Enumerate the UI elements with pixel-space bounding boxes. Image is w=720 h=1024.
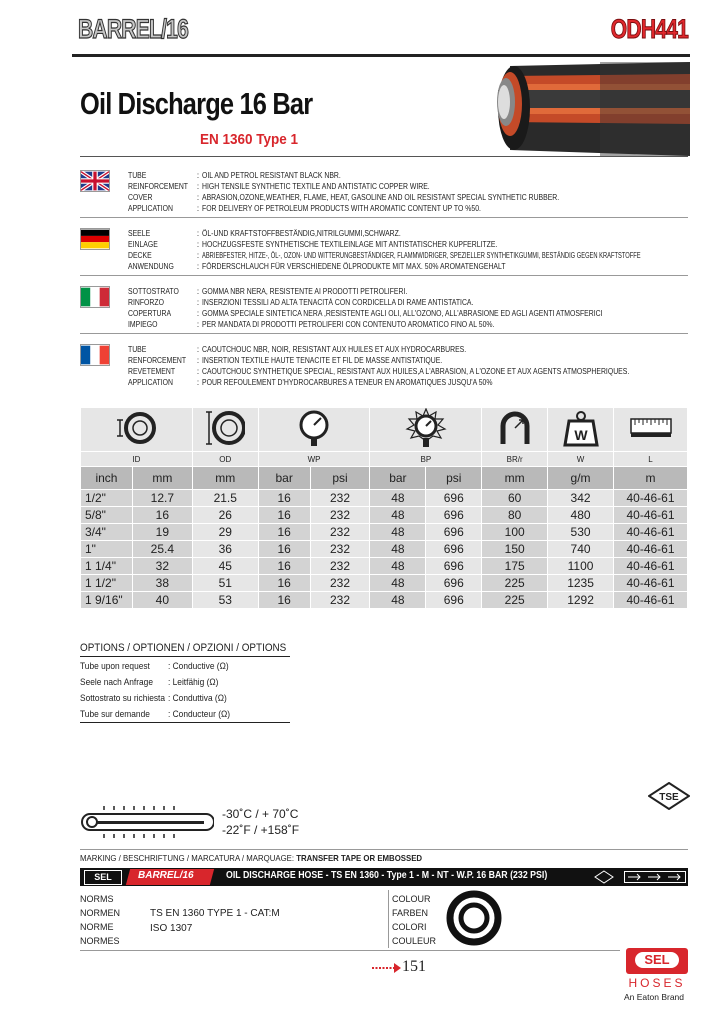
description-fr bbox=[128, 344, 688, 388]
table-cell: 48 bbox=[370, 592, 426, 609]
unit-cell: m bbox=[614, 467, 688, 490]
table-cell: 480 bbox=[548, 507, 614, 524]
table-cell: 696 bbox=[426, 490, 482, 507]
table-cell: 48 bbox=[370, 541, 426, 558]
description-de bbox=[128, 228, 688, 272]
colour-labels bbox=[392, 892, 436, 948]
table-cell: 29 bbox=[192, 524, 258, 541]
desc-row: APPLICATION : FOR DELIVERY OF PETROLEUM PRODUCTS WITH AROMATIC CONTENT UP TO %50. bbox=[128, 204, 481, 213]
norms-label: NORMS bbox=[80, 894, 114, 904]
germany-flag-icon bbox=[80, 228, 110, 250]
label-br: BR/r bbox=[482, 452, 548, 467]
table-cell: 26 bbox=[192, 507, 258, 524]
table-cell: 80 bbox=[482, 507, 548, 524]
table-cell: 16 bbox=[258, 524, 310, 541]
unit-cell: mm bbox=[132, 467, 192, 490]
table-cell: 48 bbox=[370, 575, 426, 592]
table-cell: 21.5 bbox=[192, 490, 258, 507]
table-cell: 150 bbox=[482, 541, 548, 558]
svg-text:W: W bbox=[573, 427, 588, 443]
table-cell: 696 bbox=[426, 558, 482, 575]
table-cell: 232 bbox=[310, 575, 370, 592]
table-cell: 225 bbox=[482, 575, 548, 592]
table-cell: 232 bbox=[310, 507, 370, 524]
table-row bbox=[81, 558, 688, 575]
table-cell: 1100 bbox=[548, 558, 614, 575]
desc-row: COPERTURA : GOMMA SPECIALE SINTETICA NERA ,RESISTENTE AGLI OLI, ALL'OZONO, ALL'ABRASIONE ED AGLI AGENTI ATMOSFERICI bbox=[128, 309, 603, 318]
table-cell: 3/4" bbox=[81, 524, 133, 541]
page-title: Oil Discharge 16 Bar bbox=[80, 86, 313, 121]
desc-row: COVER : ABRASION,OZONE,WEATHER, FLAME, HEAT, GASOLINE AND OIL RESISTANT SPECIAL SYNTHETIC RUBBER. bbox=[128, 193, 560, 202]
norm-value: ISO 1307 bbox=[150, 923, 193, 934]
table-cell: 1 1/4" bbox=[81, 558, 133, 575]
divider bbox=[80, 275, 688, 276]
divider bbox=[80, 217, 688, 218]
table-cell: 16 bbox=[258, 490, 310, 507]
table-cell: 1" bbox=[81, 541, 133, 558]
temperature-fahrenheit: -22˚F / +158˚F bbox=[222, 823, 300, 837]
burst-gauge-icon bbox=[370, 408, 482, 452]
table-cell: 40-46-61 bbox=[614, 541, 688, 558]
table-cell: 16 bbox=[258, 558, 310, 575]
unit-cell: mm bbox=[192, 467, 258, 490]
table-cell: 696 bbox=[426, 541, 482, 558]
label-l: L bbox=[614, 452, 688, 467]
table-cell: 60 bbox=[482, 490, 548, 507]
norms-label: NORMES bbox=[80, 936, 120, 946]
tse-mark-text: TSE bbox=[659, 792, 679, 803]
options-title: OPTIONS / OPTIONEN / OPZIONI / OPTIONS bbox=[80, 642, 287, 654]
divider bbox=[80, 333, 688, 334]
desc-row: RENFORCEMENT : INSERTION TEXTILE HAUTE TENACITE ET FIL DE MASSE ANTISTATIQUE. bbox=[128, 356, 443, 365]
od-icon bbox=[192, 408, 258, 452]
spec-table bbox=[80, 407, 688, 609]
table-cell: 342 bbox=[548, 490, 614, 507]
table-cell: 232 bbox=[310, 524, 370, 541]
product-code: ODH441 bbox=[610, 14, 688, 44]
marking-bar bbox=[80, 868, 688, 886]
table-cell: 225 bbox=[482, 592, 548, 609]
table-cell: 16 bbox=[258, 592, 310, 609]
unit-cell: bar bbox=[258, 467, 310, 490]
table-cell: 12.7 bbox=[132, 490, 192, 507]
table-cell: 232 bbox=[310, 592, 370, 609]
tse-small-icon bbox=[594, 870, 614, 884]
table-cell: 1235 bbox=[548, 575, 614, 592]
table-cell: 1 9/16" bbox=[81, 592, 133, 609]
tse-mark-icon bbox=[648, 782, 690, 810]
page-arrow-icon bbox=[372, 962, 402, 974]
title-rule bbox=[80, 156, 688, 157]
table-cell: 696 bbox=[426, 524, 482, 541]
page-number: 151 bbox=[402, 958, 426, 975]
marking-text: OIL DISCHARGE HOSE - TS EN 1360 - Type 1 - M - NT - W.P. 16 BAR (232 PSI) bbox=[226, 870, 548, 881]
label-od: OD bbox=[192, 452, 258, 467]
pressure-gauge-icon bbox=[258, 408, 370, 452]
desc-row: RINFORZO : INSERZIONI TESSILI AD ALTA TENACITÀ CON CORDICELLA DI RAME ANTISTATICA. bbox=[128, 298, 474, 307]
desc-row: TUBE : OIL AND PETROL RESISTANT BLACK NBR. bbox=[128, 171, 341, 180]
unit-cell: g/m bbox=[548, 467, 614, 490]
colour-label: COLORI bbox=[392, 922, 427, 932]
table-cell: 100 bbox=[482, 524, 548, 541]
table-cell: 232 bbox=[310, 541, 370, 558]
option-row: Tube upon request : Conductive (Ω) bbox=[80, 661, 229, 672]
table-cell: 1 1/2" bbox=[81, 575, 133, 592]
unit-cell: psi bbox=[426, 467, 482, 490]
desc-row: SOTTOSTRATO : GOMMA NBR NERA, RESISTENTE AI PRODOTTI PETROLIFERI. bbox=[128, 287, 408, 296]
table-cell: 5/8" bbox=[81, 507, 133, 524]
icon-row bbox=[81, 408, 688, 452]
label-bp: BP bbox=[370, 452, 482, 467]
table-cell: 40-46-61 bbox=[614, 524, 688, 541]
spec-table-body bbox=[81, 490, 688, 609]
desc-row: REINFORCEMENT : HIGH TENSILE SYNTHETIC TEXTILE AND ANTISTATIC COPPER WIRE. bbox=[128, 182, 430, 191]
colour-label: COULEUR bbox=[392, 936, 437, 946]
brand-logo-text: SEL bbox=[635, 952, 679, 968]
table-cell: 740 bbox=[548, 541, 614, 558]
norm-value: TS EN 1360 TYPE 1 - CAT:M bbox=[150, 908, 280, 919]
series-title: BARREL/16 bbox=[78, 14, 189, 44]
table-cell: 696 bbox=[426, 507, 482, 524]
weight-icon bbox=[548, 408, 614, 452]
desc-row: TUBE : CAOUTCHOUC NBR, NOIR, RESISTANT AUX HUILES ET AUX HYDROCARBURES. bbox=[128, 345, 467, 354]
marking-series: BARREL/16 bbox=[138, 870, 194, 881]
option-row: Seele nach Anfrage : Leitfähig (Ω) bbox=[80, 677, 219, 688]
unit-cell: psi bbox=[310, 467, 370, 490]
marking-logo: SEL bbox=[84, 870, 122, 885]
table-cell: 16 bbox=[258, 541, 310, 558]
colour-label: COLOUR bbox=[392, 894, 431, 904]
table-row bbox=[81, 541, 688, 558]
table-cell: 40-46-61 bbox=[614, 592, 688, 609]
options-bottom-rule bbox=[80, 722, 290, 723]
temperature-celsius: -30˚C / + 70˚C bbox=[222, 807, 299, 821]
marking-line: MARKING / BESCHRIFTUNG / MARCATURA / MARQUAGE: TRANSFER TAPE OR EMBOSSED bbox=[80, 853, 423, 863]
table-row bbox=[81, 592, 688, 609]
table-cell: 19 bbox=[132, 524, 192, 541]
colour-label: FARBEN bbox=[392, 908, 429, 918]
table-cell: 40-46-61 bbox=[614, 575, 688, 592]
header-rule bbox=[72, 54, 690, 57]
desc-row: EINLAGE : HOCHZUGSFESTE SYNTHETISCHE TEXTILEINLAGE MIT ANTISTATISCHER KUPFERLITZE. bbox=[128, 240, 498, 249]
desc-row: IMPIEGO : PER MANDATA DI PRODOTTI PETROLIFERI CON CONTENUTO AROMATICO FINO AL 50%. bbox=[128, 320, 495, 329]
table-row bbox=[81, 490, 688, 507]
marking-rule bbox=[80, 849, 688, 850]
icon-label-row bbox=[81, 452, 688, 467]
table-cell: 45 bbox=[192, 558, 258, 575]
table-cell: 48 bbox=[370, 507, 426, 524]
table-cell: 40-46-61 bbox=[614, 558, 688, 575]
norms-label: NORMEN bbox=[80, 908, 120, 918]
brand-name: HOSES bbox=[628, 976, 686, 990]
desc-row: ANWENDUNG : FÖRDERSCHLAUCH FÜR VERSCHIEDENE ÖLPRODUKTE MIT MAX. 50% AROMATENGEHALT bbox=[128, 262, 506, 271]
table-cell: 16 bbox=[132, 507, 192, 524]
table-cell: 232 bbox=[310, 558, 370, 575]
table-cell: 175 bbox=[482, 558, 548, 575]
unit-cell: mm bbox=[482, 467, 548, 490]
france-flag-icon bbox=[80, 344, 110, 366]
table-cell: 48 bbox=[370, 490, 426, 507]
table-row bbox=[81, 507, 688, 524]
desc-row: DECKE : ABRIEBFESTER, HITZE-, ÖL-, OZON- UND WITTERUNGBESTÄNDIGER, FLAMMWIDRIGER, SPEZIELLER SYNTHETIKGUMMI, BESTÄNDIG GEGEN KRAFTSTOFFE bbox=[128, 251, 641, 260]
table-cell: 51 bbox=[192, 575, 258, 592]
unit-cell: inch bbox=[81, 467, 133, 490]
label-id: ID bbox=[81, 452, 193, 467]
options-rule bbox=[80, 656, 290, 657]
table-cell: 696 bbox=[426, 575, 482, 592]
table-cell: 16 bbox=[258, 507, 310, 524]
table-cell: 16 bbox=[258, 575, 310, 592]
table-cell: 32 bbox=[132, 558, 192, 575]
direction-arrows-icon bbox=[624, 871, 686, 883]
table-cell: 530 bbox=[548, 524, 614, 541]
table-cell: 40-46-61 bbox=[614, 490, 688, 507]
italy-flag-icon bbox=[80, 286, 110, 308]
unit-row bbox=[81, 467, 688, 490]
page-subtitle: EN 1360 Type 1 bbox=[200, 131, 299, 148]
table-cell: 40 bbox=[132, 592, 192, 609]
id-icon bbox=[81, 408, 193, 452]
table-cell: 48 bbox=[370, 558, 426, 575]
norms-labels bbox=[80, 892, 120, 948]
table-cell: 38 bbox=[132, 575, 192, 592]
desc-row: SEELE : ÖL-UND KRAFTSTOFFBESTÄNDIG,NITRILGUMMI,SCHWARZ. bbox=[128, 229, 401, 238]
table-row bbox=[81, 524, 688, 541]
table-cell: 232 bbox=[310, 490, 370, 507]
norms-label: NORME bbox=[80, 922, 114, 932]
option-row: Tube sur demande : Conducteur (Ω) bbox=[80, 709, 231, 720]
norms-divider bbox=[388, 890, 389, 948]
table-cell: 1/2" bbox=[81, 490, 133, 507]
table-row bbox=[81, 575, 688, 592]
table-cell: 696 bbox=[426, 592, 482, 609]
colour-swatch-icon bbox=[446, 890, 502, 946]
uk-flag-icon bbox=[80, 170, 110, 192]
unit-cell: bar bbox=[370, 467, 426, 490]
table-cell: 40-46-61 bbox=[614, 507, 688, 524]
desc-row: REVETEMENT : CAOUTCHOUC SYNTHETIQUE SPECIAL, RESISTANT AUX HUILES,A L'ABRASION, A L'OZONE ET AUX AGENTS ATMOSPHERIQUES. bbox=[128, 367, 630, 376]
bend-radius-icon bbox=[482, 408, 548, 452]
desc-row: APPLICATION : POUR REFOULEMENT D'HYDROCARBURES A TENEUR EN AROMATIQUES JUSQU'A 50% bbox=[128, 378, 493, 387]
table-cell: 53 bbox=[192, 592, 258, 609]
norms-values bbox=[150, 906, 280, 936]
table-cell: 25.4 bbox=[132, 541, 192, 558]
option-row: Sottostrato su richiesta : Conduttiva (Ω) bbox=[80, 693, 227, 704]
table-cell: 48 bbox=[370, 524, 426, 541]
table-cell: 1292 bbox=[548, 592, 614, 609]
description-it bbox=[128, 286, 688, 330]
length-icon bbox=[614, 408, 688, 452]
label-w: W bbox=[548, 452, 614, 467]
footer-rule bbox=[80, 950, 620, 951]
brand-tagline: An Eaton Brand bbox=[624, 992, 685, 1002]
brand-logo bbox=[626, 948, 688, 974]
label-wp: WP bbox=[258, 452, 370, 467]
table-cell: 36 bbox=[192, 541, 258, 558]
thermometer-icon bbox=[78, 804, 214, 840]
hose-image bbox=[480, 58, 690, 158]
description-en bbox=[128, 170, 688, 214]
